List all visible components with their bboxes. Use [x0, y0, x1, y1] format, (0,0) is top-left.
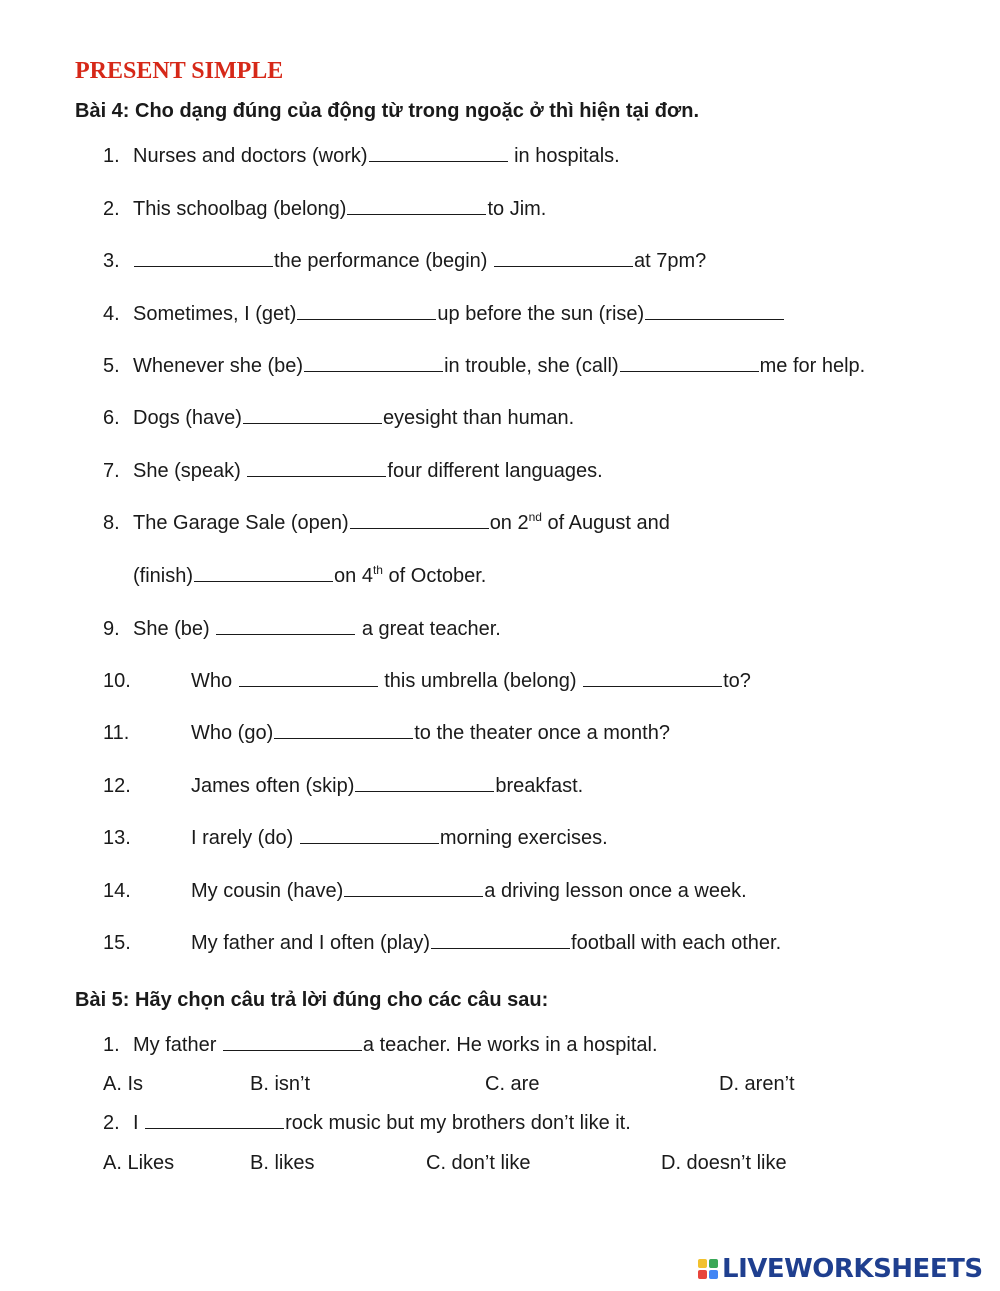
list-item-text: The Garage Sale (open) on 2nd of August and	[133, 510, 670, 534]
option-c[interactable]: C. don’t like	[426, 1152, 531, 1174]
option-c[interactable]: C. are	[485, 1073, 540, 1095]
answer-blank[interactable]	[239, 670, 378, 687]
list-item: 7.	[103, 460, 120, 482]
list-item-text: This schoolbag (belong) to Jim.	[133, 198, 547, 220]
answer-blank[interactable]	[243, 407, 382, 424]
list-item-text: (finish) on 4th of October.	[133, 563, 487, 587]
list-item-text: She (speak) four different languages.	[133, 460, 603, 482]
list-item: 6.	[103, 407, 120, 429]
answer-blank[interactable]	[223, 1034, 362, 1051]
answer-blank[interactable]	[194, 565, 333, 582]
option-a[interactable]: A. Likes	[103, 1152, 175, 1174]
list-item-text: My cousin (have) a driving lesson once a week.	[191, 880, 747, 902]
answer-blank[interactable]	[494, 250, 633, 267]
logo-text: LIVEWORKSHEETS	[722, 1254, 983, 1284]
answer-blank[interactable]	[297, 303, 436, 320]
answer-blank[interactable]	[350, 512, 489, 529]
list-item: 14.	[103, 880, 131, 902]
answer-blank[interactable]	[645, 303, 784, 320]
list-item-text: My father and I often (play) football with each other.	[191, 932, 782, 954]
list-item: 5.	[103, 355, 120, 377]
list-item: 12.	[103, 775, 131, 797]
answer-blank[interactable]	[216, 618, 355, 635]
list-item: 10.	[103, 670, 131, 692]
list-item-text: the performance (begin) at 7pm?	[133, 250, 706, 273]
list-item: 8.	[103, 512, 120, 534]
logo-icon	[698, 1259, 718, 1279]
option-d[interactable]: D. doesn’t like	[661, 1152, 787, 1174]
list-item-text: I rarely (do) morning exercises.	[191, 827, 608, 849]
option-d[interactable]: D. aren’t	[719, 1073, 795, 1095]
answer-blank[interactable]	[355, 775, 494, 792]
answer-blank[interactable]	[431, 932, 570, 949]
answer-blank[interactable]	[145, 1112, 284, 1129]
list-item-text: Sometimes, I (get) up before the sun (rise)	[133, 303, 785, 326]
answer-blank[interactable]	[369, 145, 508, 162]
list-item-text: James often (skip) breakfast.	[191, 775, 584, 797]
option-b[interactable]: B. isn’t	[250, 1073, 311, 1095]
liveworksheets-logo	[698, 1255, 983, 1283]
exercise-4-heading: Bài 4: Cho dạng đúng của động từ trong ngoặc ở thì hiện tại đơn.	[75, 100, 699, 122]
list-item: 3.	[103, 250, 120, 272]
answer-blank[interactable]	[344, 880, 483, 897]
answer-blank[interactable]	[583, 670, 722, 687]
list-item-text: Whenever she (be) in trouble, she (call) me for help.	[133, 355, 866, 377]
question-number: 1.	[103, 1034, 120, 1056]
list-item: 13.	[103, 827, 131, 849]
list-item-text: Who this umbrella (belong) to?	[191, 670, 751, 692]
list-item: 9.	[103, 618, 120, 640]
list-item-text: Who (go) to the theater once a month?	[191, 722, 670, 744]
list-item-text: Nurses and doctors (work) in hospitals.	[133, 145, 620, 167]
list-item: 4.	[103, 303, 120, 325]
option-b[interactable]: B. likes	[250, 1152, 315, 1174]
exercise-5-heading: Bài 5: Hãy chọn câu trả lời đúng cho các câu sau:	[75, 989, 549, 1011]
option-a[interactable]: A. Is	[103, 1073, 144, 1095]
answer-blank[interactable]	[247, 460, 386, 477]
answer-blank[interactable]	[620, 355, 759, 372]
list-item: 15.	[103, 932, 131, 954]
list-item-text: Dogs (have) eyesight than human.	[133, 407, 575, 429]
question-number: 2.	[103, 1112, 120, 1134]
list-item: 11.	[103, 722, 130, 744]
answer-blank[interactable]	[134, 250, 273, 267]
list-item-text: She (be) a great teacher.	[133, 618, 501, 640]
answer-blank[interactable]	[300, 827, 439, 844]
answer-blank[interactable]	[304, 355, 443, 372]
question-text: I rock music but my brothers don’t like it.	[133, 1112, 631, 1134]
worksheet-title: PRESENT SIMPLE	[75, 58, 284, 84]
answer-blank[interactable]	[274, 722, 413, 739]
list-item: 1.	[103, 145, 120, 167]
answer-blank[interactable]	[347, 198, 486, 215]
list-item: 2.	[103, 198, 120, 220]
question-text: My father a teacher. He works in a hospital.	[133, 1034, 658, 1056]
